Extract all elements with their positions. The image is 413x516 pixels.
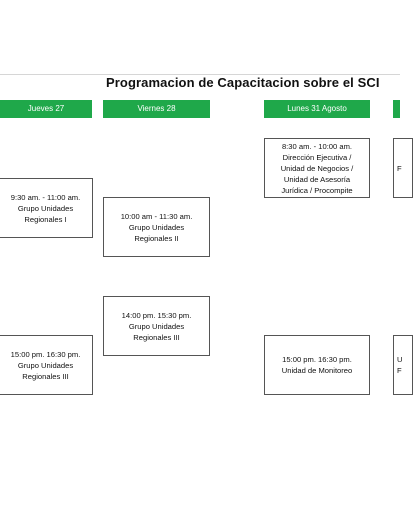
session-line: Regionales II [134, 233, 179, 243]
session-line: Regionales III [22, 371, 69, 381]
session-next-morning [393, 138, 413, 198]
session-line: F [397, 366, 402, 375]
day-header-jueves: Jueves 27 [0, 100, 92, 118]
session-viernes-afternoon [103, 296, 210, 356]
session-time: 14:00 pm. 15:30 pm. [121, 310, 192, 320]
session-line: Jurídica / Procompite [281, 185, 353, 195]
session-line: F [397, 163, 402, 173]
session-viernes-morning [103, 197, 210, 257]
session-next-afternoon [393, 335, 413, 395]
session-line: Unidad de Asesoría [283, 174, 351, 184]
session-line: U [397, 355, 403, 364]
day-header-lunes: Lunes 31 Agosto [264, 100, 370, 118]
page-title: Programacion de Capacitacion sobre el SCI [106, 75, 380, 90]
session-jueves-afternoon [0, 335, 93, 395]
session-time: 10:00 am - 11:30 am. [120, 211, 193, 221]
session-line: Grupo Unidades [17, 360, 74, 370]
session-line: Unidad de Negocios / [280, 163, 354, 173]
session-line: Grupo Unidades [128, 321, 185, 331]
day-header-next [393, 100, 400, 118]
session-jueves-morning [0, 178, 93, 238]
session-time: 15:00 pm. 16:30 pm. [282, 355, 352, 364]
session-time: 9:30 am. - 11:00 am. [10, 192, 81, 202]
session-lunes-afternoon [264, 335, 370, 395]
session-line: Regionales III [133, 332, 180, 342]
session-time: 15:00 pm. 16:30 pm. [10, 349, 81, 359]
session-lunes-morning [264, 138, 370, 198]
session-time: 8:30 am. - 10:00 am. [281, 141, 353, 151]
day-header-viernes: Viernes 28 [103, 100, 210, 118]
session-line: Regionales I [24, 214, 67, 224]
session-line: Grupo Unidades [17, 203, 74, 213]
session-line: Unidad de Monitoreo [281, 366, 353, 375]
session-line: Dirección Ejecutiva / [282, 152, 352, 162]
session-line: Grupo Unidades [128, 222, 185, 232]
